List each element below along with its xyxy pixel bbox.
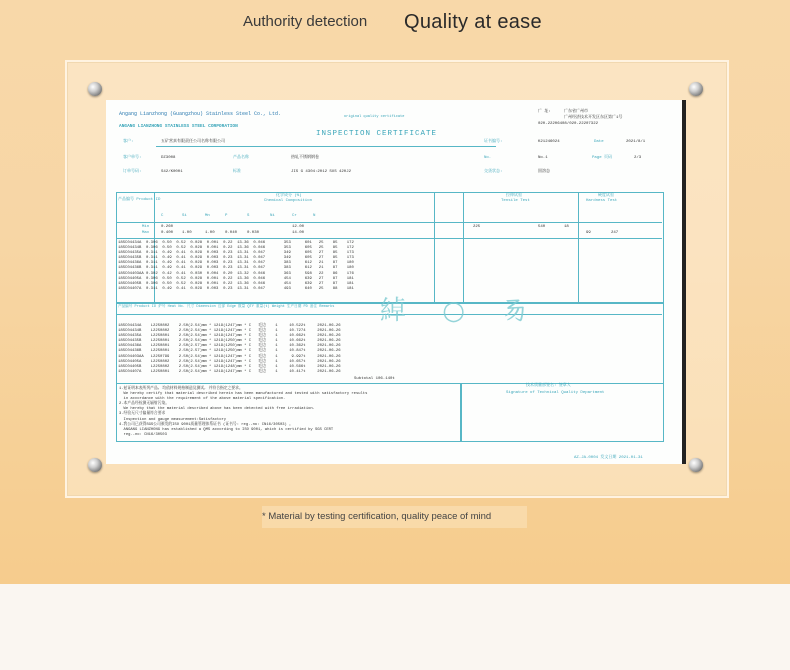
customer-value: 五矿营真有限责任公司名称有限公司 (161, 140, 225, 144)
original-label: original quality certificate (344, 115, 405, 119)
page-value: 2/3 (634, 156, 642, 160)
element-header-6: Cr (292, 214, 297, 218)
caption: * Material by testing certification, quality peace of mind (262, 511, 492, 522)
tensile-title: 拉伸试验 (506, 194, 522, 198)
dimension-header: 产品编号 Product ID 炉号 Heat No. 尺寸 Dimension 边部 Edge 数量 QTY 重量(t) Weight 生产日期 PD 备注 Remarks (118, 305, 335, 309)
chem-max-6: 14.00 (292, 231, 305, 235)
contract-value: S42/K0001 (161, 170, 183, 174)
company-name-caps: ANGANG LIANZHONG STAINLESS STEEL CORPORATION (119, 124, 238, 129)
rule (434, 192, 435, 302)
chem-min-6: 12.00 (292, 225, 305, 229)
hard-max-hv: 247 (611, 231, 619, 235)
order-label: 客户单号: (123, 156, 142, 160)
certificate-title: INSPECTION CERTIFICATE (316, 130, 438, 138)
delivery-label: 交货状态: (484, 170, 503, 174)
min-label: Min (142, 225, 150, 229)
chem-max-1: 1.00 (182, 231, 192, 235)
date-label: Date (594, 140, 604, 144)
chem-min-0: 0.260 (161, 225, 174, 229)
no-value: No.1 (538, 156, 548, 160)
max-label: Max (142, 231, 150, 235)
standard-value: JIS G 4304:2012 SUS 420J2 (291, 170, 352, 174)
signature-sublabel: Signature of Technical Quality Department (506, 391, 605, 395)
cert-no-value: K21246024 (538, 140, 560, 144)
addr-label: 广 址: (538, 110, 551, 114)
tensile-min-ts: 540 (538, 225, 546, 229)
product-id-header: 产品编号 Product ID (118, 198, 161, 202)
tel: 020-22206408/020-22207322 (538, 122, 599, 126)
addr-line1: 广东省广州市 (564, 110, 588, 114)
quality-heading: Quality at ease (404, 11, 542, 33)
date-value: 2021/8/1 (626, 140, 646, 144)
cert-no-label: 证书编号: (484, 140, 503, 144)
rule (116, 238, 662, 239)
contract-label: 订单号码: (123, 170, 142, 174)
chem-data-rows: 18SC04434A 0.306 0.50 0.52 0.028 0.001 0.22 13.36 0.046 353 601 25 85 172 18SC04434B 0.306 0.50 0.52 0.028 0.001 0.22 13.36 0.046 353 605 25 85 172 18SC04435A 0.311 0.49 0.41 0.029 0.003 0.23 13.31 0.047 349 605 27 85 173 18SC04435B 0.311 0.49 0.41 0.029 0.003 0.23 13.31 0.047 349 605 27 85 173 18SC04436A 0.311 0.49 0.41 0.029 0.003 0.23 13.31 0.047 383 612 21 87 180 18SC04436B 0.311 0.49 0.41 0.029 0.003 0.23 13.31 0.047 383 612 21 87 180 18SC04403AA 0.302 0.42 0.41 0.030 0.004 0.20 13.32 0.046 363 598 22 86 176 18SC04405A 0.306 0.50 0.52 0.028 0.001 0.22 13.36 0.046 454 639 27 87 181 18SC04405B 0.306 0.50 0.52 0.028 0.001 0.22 13.36 0.046 454 639 27 87 181 18SC04407A 0.311 0.49 0.41 0.029 0.003 0.23 13.31 0.047 493 640 25 88 181 (118, 241, 354, 291)
hard-max-hrb: 99 (586, 231, 591, 235)
rule (156, 146, 496, 147)
inspection-certificate (106, 100, 686, 464)
screw-top-left (88, 82, 102, 96)
chem-title: 化学成分 (%) (276, 194, 302, 198)
chem-subtitle: Chemical Composition (264, 199, 313, 203)
tensile-min-el: 18 (564, 225, 569, 229)
dimension-rows: 18SC04434A L2250802 2.50(2.54)mm * 1219(1247)mm * C 毛边 1 10.522t 2021-06-26 18SC04434B L2250802 2.50(2.54)mm * 1219(1247)mm * C 毛边 1 10.7274 2021-06-26 18SC04435A L2250801 2.50(2.54)mm * 1219(1247)mm * C 毛边 1 10.662t 2021-06-26 18SC04435B L2250801 2.50(2.54)mm * 1219(1250)mm * C 毛边 1 10.662t 2021-06-26 18SC04436A L2250801 2.50(2.57)mm * 1219(1250)mm * C 毛边 1 10.362t 2021-06-26 18SC04436B L2250801 2.50(2.57)mm * 1219(1250)mm * C 毛边 1 10.847t 2021-06-26 18SC04403AA L2250799 2.50(2.54)mm * 1219(1247)mm * C 毛边 1 9.997t 2021-06-26 18SC04405A L2250802 2.50(2.54)mm * 1219(1247)mm * C 毛边 1 10.657t 2021-06-26 18SC04405B L2250802 2.50(2.54)mm * 1219(1248)mm * C 毛边 1 10.566t 2021-06-26 18SC04407A L2250801 2.50(2.54)mm * 1219(1247)mm * C 毛边 1 10.417t 2021-06-26 (118, 324, 341, 374)
authority-heading: Authority detection (243, 13, 368, 30)
hardness-subtitle: Hardness Test (586, 199, 618, 203)
chem-max-0: 0.400 (161, 231, 174, 235)
hardness-title: 硬度试验 (598, 194, 614, 198)
chem-max-4: 0.030 (247, 231, 260, 235)
delivery-value: 固溶态 (538, 170, 550, 174)
subtotal: Subtotal 106.140t (354, 377, 395, 381)
screw-bottom-left (88, 458, 102, 472)
product-label: 产品名称 (233, 156, 249, 160)
standard-label: 标准 (233, 170, 241, 174)
notes-text: 1.兹证明本表所列产品, 均依材料规格制造及测试, 并符合指定之要求。 We hereby certify that material described herein has been manufactured and tested with satisfactory results in accordance with the requirement of the above material specification. 2.本产品经检测无辐射污染。 We hereby that the material described above has been detected with free irradiation. 3.经验无尺寸偏量符合要求 Inspection and gauge measurement:Satisfactory 4.我公司已获得SGS公司颁发的ISO 9001质量管理体系证书 (证书号: reg.-no: CN16/30503) 。 ANGANG LIANZHONG has established a QMS according to ISO 9001, which is certified by SGS CERT reg.-no: CN16/30503 (119, 387, 368, 437)
chem-max-3: 0.040 (225, 231, 238, 235)
rule (116, 222, 662, 223)
company-name-en: Angang Lianzhong (Guangzhou) Stainless Steel Co., Ltd. (119, 111, 282, 117)
element-header-5: Ni (270, 214, 275, 218)
chem-max-2: 1.00 (205, 231, 215, 235)
tensile-subtitle: Tensile Test (501, 199, 530, 203)
element-header-2: Mn (205, 214, 210, 218)
signature-label: 技术质量部签名: 签章人 (526, 384, 571, 388)
element-header-7: N (313, 214, 316, 218)
background-lower (0, 584, 790, 670)
addr-line2: 广州经济技术开发区东区第广1号 (564, 116, 623, 120)
order-value: DZ3008 (161, 156, 176, 160)
screw-bottom-right (689, 458, 703, 472)
element-header-4: S (247, 214, 250, 218)
page-label: Page 页码 (592, 156, 613, 160)
element-header-1: Si (182, 214, 187, 218)
handwritten-signature: 綽 ○ 𠃓 (380, 296, 542, 326)
screw-top-right (689, 82, 703, 96)
rule (578, 192, 579, 302)
customer-label: 客户: (123, 140, 134, 144)
tensile-min-ys: 225 (473, 225, 481, 229)
rule (463, 192, 464, 302)
element-header-0: C (161, 214, 164, 218)
product-value: 热轧不锈钢钢卷 (291, 156, 319, 160)
footer-code: AZ-JA-0004 发文日期 2021-01-31 (574, 456, 643, 460)
element-header-3: P (225, 214, 228, 218)
no-label: No. (484, 156, 492, 160)
